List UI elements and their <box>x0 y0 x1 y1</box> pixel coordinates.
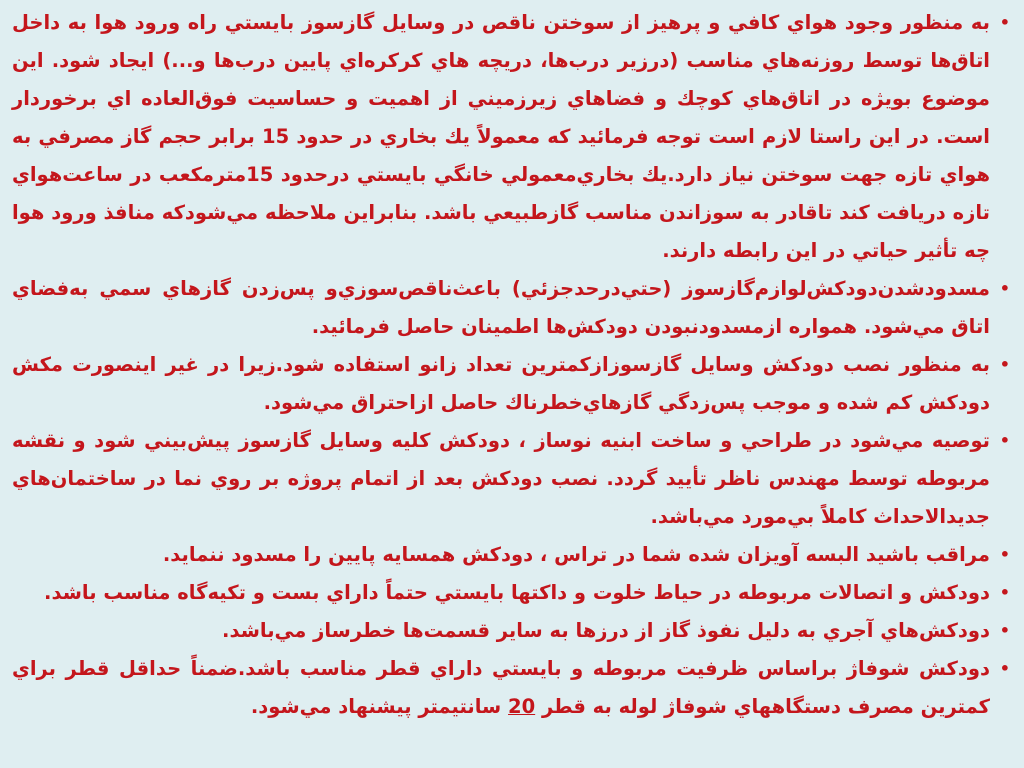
paragraph-blocked-chimney <box>12 270 1012 346</box>
paragraph-elbows <box>12 346 1012 422</box>
paragraph-text: مراقب باشيد البسه آويزان شده شما در تراس ، دودكش همسايه پايين را مسدود ننمايد. <box>162 543 990 566</box>
paragraph-text: دودكش و اتصالات مربوطه در حياط خلوت و داكتها بايستي حتماً داراي بست و تكيه‌گاه مناسب باشد. <box>44 581 990 604</box>
paragraph-air-supply <box>12 4 1012 270</box>
paragraph-text: به منظور نصب دودكش وسايل گازسوزازكمترين تعداد زانو استفاده شود.زيرا در غير اينصورت مكش دودكش كم شده و موجب پس‌زدگي گازهاي‌خطرناك حاصل ازاحتراق مي‌شود. <box>12 353 990 414</box>
paragraph-text-before: دودكش شوفاژ براساس ظرفيت مربوطه و بايستي داراي قطر مناسب باشد.ضمناً حداقل قطر براي كمترين مصرف دستگاههاي شوفاژ لوله به قطر <box>12 657 990 718</box>
paragraph-heater-diameter <box>12 650 1012 726</box>
paragraph-laundry <box>12 536 1012 574</box>
paragraph-text: توصيه مي‌شود در طراحي و ساخت ابنيه نوساز ، دودكش كليه وسايل گازسوز پيش‌بيني شود و نقشه مربوطه توسط مهندس ناظر تأييد گردد. نصب دودكش بعد از اتمام پروژه بر روي نما در ساختمان‌هاي جديدالاحداث كاملاً بي‌مورد مي‌باشد. <box>12 429 990 528</box>
paragraph-text: مسدود‌شدن‌دودكش‌لوازم‌گازسوز (حتي‌درحدجزئي) باعث‌ناقص‌سوزي‌و پس‌زدن گازهاي سمي به‌فضاي اتاق مي‌شود. همواره ازمسدود‌نبودن دودكش‌ها اطمينان حاصل فرمائيد. <box>12 277 990 338</box>
bullet-icon: • <box>999 355 1010 374</box>
bullet-icon: • <box>999 279 1010 298</box>
bullet-icon: • <box>999 583 1010 602</box>
paragraph-new-buildings <box>12 422 1012 536</box>
paragraph-brackets <box>12 574 1012 612</box>
paragraph-brick-chimney <box>12 612 1012 650</box>
bullet-icon: • <box>999 659 1010 678</box>
diameter-value: 20 <box>508 695 536 718</box>
bullet-icon: • <box>999 431 1010 450</box>
paragraph-text: دودكش‌هاي آجري به دليل نفوذ گاز از درزها به ساير قسمت‌ها خطرساز مي‌باشد. <box>222 619 990 642</box>
paragraph-text-after: سانتيمتر پيشنهاد مي‌شود. <box>250 695 509 718</box>
bullet-icon: • <box>999 13 1010 32</box>
bullet-icon: • <box>999 545 1010 564</box>
bullet-icon: • <box>999 621 1010 640</box>
paragraph-text: به منظور وجود هواي كافي و پرهيز از سوختن ناقص در وسايل گازسوز بايستي راه ورود هوا به داخل اتاق‌ها توسط روزنه‌هاي مناسب (درزير درب‌ها، دريچه هاي كركره‌اي پايين درب‌ها و...) ايجاد شود. اين موضوع بويژه در اتاق‌هاي كوچك و فضاهاي زيرزميني از اهميت و حساسيت فوق‌العاده اي برخوردار است. در اين راستا لازم است توجه فرمائيد كه معمولاً يك بخاري در حدود 15 برابر حجم گاز مصرفي به هواي تازه جهت سوختن نياز دارد.يك بخاري‌معمولي خانگي بايستي درحدود 15متر‌مكعب در ساعت‌هواي تازه دريافت كند تاقادر به سوزاندن مناسب گازطبيعي باشد. بنابراين ملاحظه مي‌شود‌كه منافذ ورود هوا چه تأثير حياتي در اين رابطه دارند. <box>12 11 990 262</box>
